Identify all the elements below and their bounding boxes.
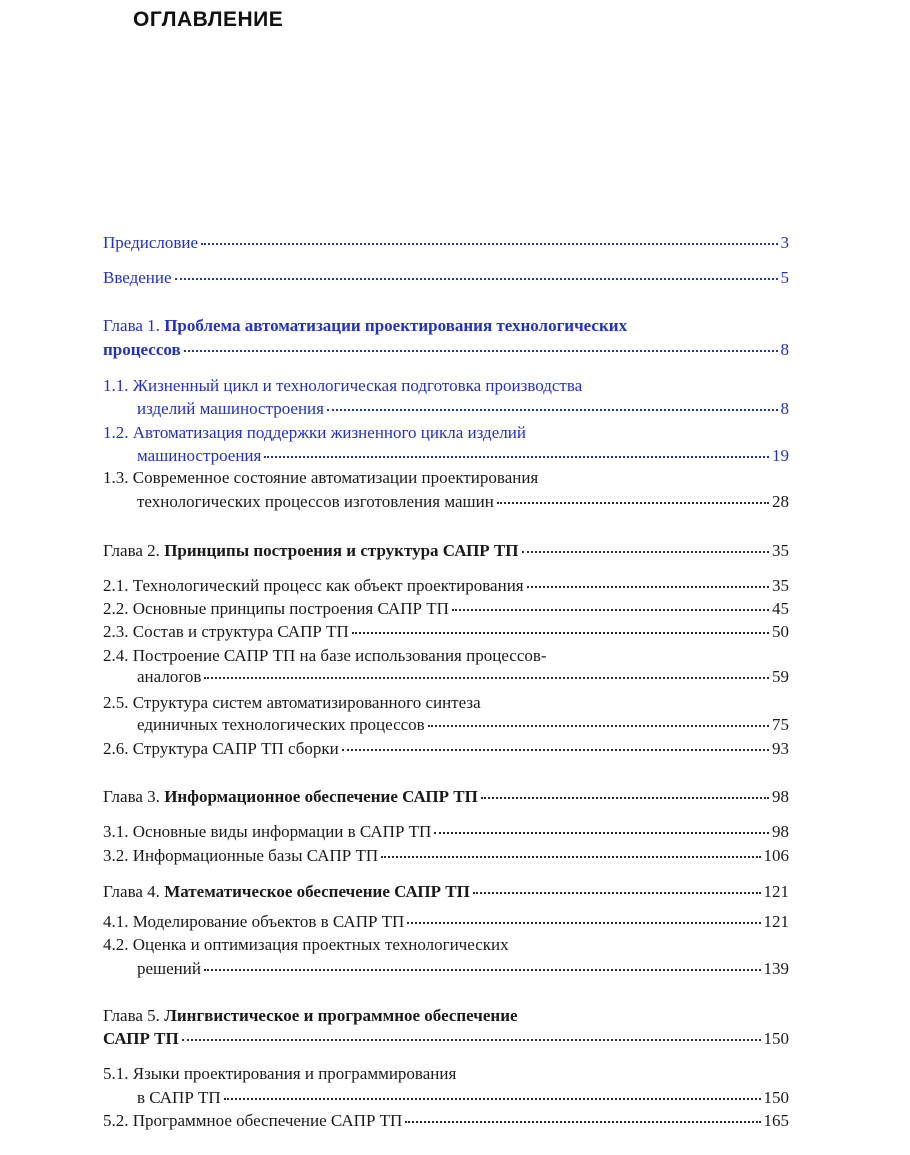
toc-page-number: 98 <box>772 787 789 806</box>
toc-page-number: 35 <box>772 541 789 560</box>
section-title: Оценка и оптимизация проектных технологических <box>132 935 509 954</box>
toc-page-number: 50 <box>772 622 789 641</box>
toc-page-number: 150 <box>763 1029 789 1048</box>
section-number: 1.1. <box>103 376 129 395</box>
toc-entry-line <box>137 397 789 421</box>
toc-page-number: 121 <box>763 912 789 931</box>
toc-page-number: 5 <box>780 268 789 287</box>
section-title: решений <box>137 959 201 978</box>
section-number: 1.3. <box>103 468 129 487</box>
chapter-title: Принципы построения и структура САПР ТП <box>164 541 519 560</box>
section-title: Информационные базы САПР ТП <box>132 846 379 865</box>
section-number: 2.6. <box>103 739 129 758</box>
section-title: в САПР ТП <box>137 1088 221 1107</box>
dot-leader <box>497 501 769 504</box>
dot-leader <box>175 277 778 280</box>
toc-page-number: 35 <box>772 576 789 595</box>
toc-entry-label: Предисловие <box>103 233 199 252</box>
section-title: Моделирование объектов в САПР ТП <box>132 912 405 931</box>
toc-entry-line <box>137 490 789 514</box>
dot-leader <box>428 724 769 727</box>
dot-leader <box>204 676 769 679</box>
dot-leader <box>452 608 769 611</box>
dot-leader <box>352 631 769 634</box>
toc-section-4-1[interactable] <box>103 910 789 934</box>
section-title: Технологический процесс как объект проектирования <box>132 576 524 595</box>
section-number: 2.4. <box>103 646 129 665</box>
section-title: Структура систем автоматизированного синтеза <box>132 693 481 712</box>
dot-leader <box>405 1120 760 1123</box>
section-title: Автоматизация поддержки жизненного цикла изделий <box>132 423 526 442</box>
toc-page-number: 59 <box>772 667 789 686</box>
toc-entry-line <box>103 374 789 398</box>
dot-leader <box>434 831 769 834</box>
section-number: 3.2. <box>103 846 129 865</box>
section-number: 1.2. <box>103 423 129 442</box>
chapter-prefix: Глава 2. <box>103 541 160 560</box>
dot-leader <box>182 1038 761 1041</box>
toc-page-number: 3 <box>780 233 789 252</box>
toc-page-number: 98 <box>772 822 789 841</box>
toc-page-number: 19 <box>772 446 789 465</box>
chapter-title: Лингвистическое и программное обеспечение <box>164 1006 518 1025</box>
section-title: Основные виды информации в САПР ТП <box>132 822 432 841</box>
chapter-title: Информационное обеспечение САПР ТП <box>164 787 478 806</box>
section-title: Основные принципы построения САПР ТП <box>132 599 449 618</box>
section-title: Построение САПР ТП на базе использования процессов- <box>132 646 547 665</box>
dot-leader <box>407 921 760 924</box>
section-title: Состав и структура САПР ТП <box>132 622 349 641</box>
section-title: изделий машиностроения <box>137 399 324 418</box>
chapter-title: Математическое обеспечение САПР ТП <box>164 882 470 901</box>
toc-entry-line <box>137 1086 789 1110</box>
section-title: Современное состояние автоматизации проектирования <box>132 468 539 487</box>
toc-entry-label: Введение <box>103 268 172 287</box>
toc-chapter-3[interactable] <box>103 785 789 809</box>
toc-entry-line <box>103 1027 789 1051</box>
toc-page-number: 139 <box>763 959 789 978</box>
toc-chapter-4[interactable] <box>103 880 789 904</box>
dot-leader <box>522 550 769 553</box>
dot-leader <box>201 242 777 245</box>
chapter-prefix: Глава 4. <box>103 882 160 901</box>
section-title: технологических процессов изготовления машин <box>137 492 494 511</box>
toc-page-number: 8 <box>780 340 789 359</box>
section-title: Жизненный цикл и технологическая подготовка производства <box>132 376 583 395</box>
toc-page-number: 28 <box>772 492 789 511</box>
toc-entry-line <box>137 444 789 468</box>
toc-entry-line <box>103 466 789 490</box>
toc-page-number: 121 <box>763 882 789 901</box>
chapter-title: САПР ТП <box>103 1029 179 1048</box>
page-title: ОГЛАВЛЕНИЕ <box>133 8 284 31</box>
section-number: 2.3. <box>103 622 129 641</box>
toc-page-number: 93 <box>772 739 789 758</box>
toc-section-2-6[interactable] <box>103 737 789 761</box>
section-number: 2.2. <box>103 599 129 618</box>
dot-leader <box>184 349 778 352</box>
section-title: машиностроения <box>137 446 262 465</box>
toc-section-2-1[interactable] <box>103 574 789 598</box>
toc-section-2-3[interactable] <box>103 620 789 644</box>
section-title: аналогов <box>137 667 202 686</box>
dot-leader <box>381 855 760 858</box>
chapter-prefix: Глава 1. <box>103 316 165 335</box>
toc-entry-line <box>103 314 789 338</box>
toc-page-number: 45 <box>772 599 789 618</box>
section-number: 2.5. <box>103 693 129 712</box>
dot-leader <box>473 891 761 894</box>
dot-leader <box>224 1097 761 1100</box>
toc-chapter-2[interactable] <box>103 539 789 563</box>
section-number: 2.1. <box>103 576 129 595</box>
toc-entry-line <box>103 1062 789 1086</box>
toc-entry-line <box>103 933 789 957</box>
toc-entry-line <box>137 957 789 981</box>
toc-section-3-2[interactable] <box>103 844 789 868</box>
chapter-title: Проблема автоматизации проектирования технологических <box>164 316 628 335</box>
toc-page-number: 150 <box>763 1088 789 1107</box>
section-title: Структура САПР ТП сборки <box>132 739 339 758</box>
toc-entry-line <box>103 1004 789 1028</box>
toc-page-number: 8 <box>780 399 789 418</box>
toc-section-5-2[interactable] <box>103 1109 789 1133</box>
toc-section-2-2[interactable] <box>103 597 789 621</box>
section-title: единичных технологических процессов <box>137 715 425 734</box>
toc-entry-preface[interactable] <box>103 231 789 255</box>
section-title: Программное обеспечение САПР ТП <box>132 1111 403 1130</box>
toc-entry-line <box>137 713 789 737</box>
section-number: 5.2. <box>103 1111 129 1130</box>
dot-leader <box>204 968 761 971</box>
dot-leader <box>264 455 769 458</box>
dot-leader <box>481 796 769 799</box>
toc-section-3-1[interactable] <box>103 820 789 844</box>
toc-entry-intro[interactable] <box>103 266 789 290</box>
section-number: 3.1. <box>103 822 129 841</box>
toc-entry-line <box>103 691 789 715</box>
chapter-prefix: Глава 3. <box>103 787 160 806</box>
chapter-prefix: Глава 5. <box>103 1006 165 1025</box>
toc-page-number: 165 <box>763 1111 789 1130</box>
chapter-title: процессов <box>103 340 181 359</box>
section-number: 5.1. <box>103 1064 129 1083</box>
dot-leader <box>527 585 769 588</box>
toc-entry-line <box>137 665 789 689</box>
section-number: 4.1. <box>103 912 129 931</box>
section-number: 4.2. <box>103 935 129 954</box>
toc-entry-line <box>103 338 789 362</box>
section-title: Языки проектирования и программирования <box>132 1064 457 1083</box>
toc-page-number: 106 <box>763 846 789 865</box>
dot-leader <box>327 408 778 411</box>
dot-leader <box>342 748 769 751</box>
toc-page-number: 75 <box>772 715 789 734</box>
toc-entry-line <box>103 421 789 445</box>
